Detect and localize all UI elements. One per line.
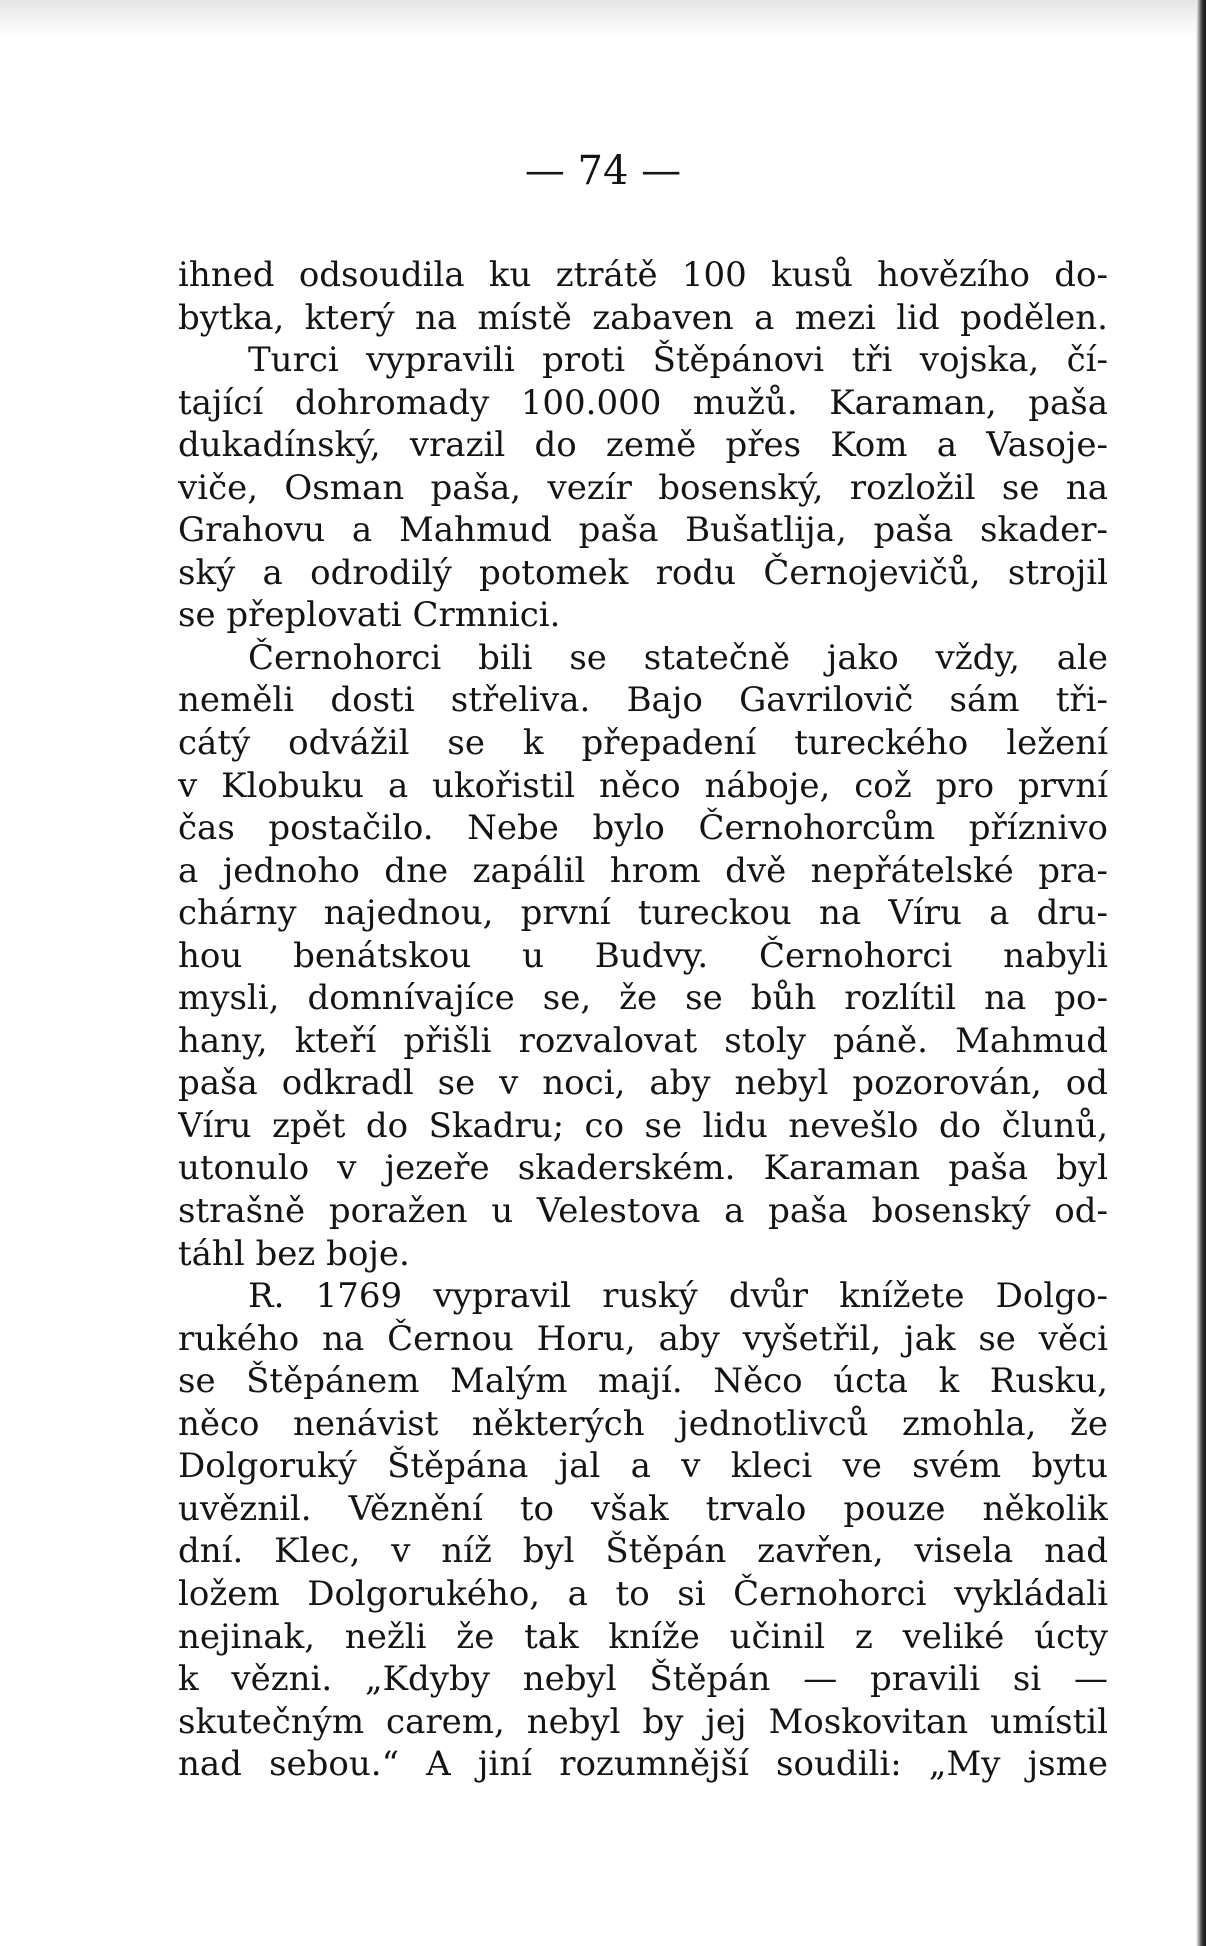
text-line: v Klobuku a ukořistil něco náboje, což pro první (178, 765, 1108, 806)
text-line: tající dohromady 100.000 mužů. Karaman, paša (178, 382, 1108, 423)
page-number: — 74 — (524, 148, 682, 194)
text-line: Víru zpět do Skadru; co se lidu nevešlo do člunů, (178, 1105, 1108, 1146)
text-line: Dolgoruký Štěpána jal a v kleci ve svém bytu (178, 1446, 1108, 1487)
text-line: nad sebou.“ A jiní rozumnější soudili: „My jsme (178, 1744, 1108, 1785)
body-text (178, 254, 1108, 1786)
text-line: se přeplovati Crmnici. (178, 595, 561, 636)
text-line: se Štěpánem Malým mají. Něco úcta k Rusku, (178, 1361, 1108, 1402)
text-line: dní. Klec, v níž byl Štěpán zavřen, visela nad (178, 1531, 1108, 1572)
text-line: strašně poražen u Velestova a paša bosenský od- (178, 1191, 1108, 1232)
text-line: neměli dosti střeliva. Bajo Gavrilovič sám tři- (178, 680, 1108, 721)
text-line: R. 1769 vypravil ruský dvůr knížete Dolgo- (248, 1276, 1108, 1317)
text-line: táhl bez boje. (178, 1233, 410, 1274)
text-line: ložem Dolgorukého, a to si Černohorci vykládali (178, 1573, 1108, 1614)
text-line: mysli, domnívajíce se, že se bůh rozlítil na po- (178, 978, 1108, 1019)
text-line: bytka, který na místě zabaven a mezi lid podělen. (178, 297, 1108, 338)
paper-scan-shading (0, 0, 1196, 40)
text-line: čas postačilo. Nebe bylo Černohorcům příznivo (178, 808, 1108, 849)
text-line: k vězni. „Kdyby nebyl Štěpán — pravili si — (178, 1659, 1108, 1700)
text-line: utonulo v jezeře skaderském. Karaman paša byl (178, 1148, 1108, 1189)
text-line: viče, Osman paša, vezír bosenský, rozložil se na (178, 467, 1108, 508)
text-line: skutečným carem, nebyl by jej Moskovitan umístil (178, 1701, 1108, 1742)
text-line: dukadínský, vrazil do země přes Kom a Vasoje- (178, 425, 1108, 466)
text-line: uvěznil. Věznění to však trvalo pouze několik (178, 1488, 1108, 1529)
text-line: ihned odsoudila ku ztrátě 100 kusů hovězího do- (178, 255, 1108, 295)
text-line: chárny najednou, první tureckou na Víru a dru- (178, 893, 1108, 934)
text-line: rukého na Černou Horu, aby vyšetřil, jak se věci (178, 1318, 1108, 1359)
text-line: a jednoho dne zapálil hrom dvě nepřátelské pra- (178, 850, 1108, 891)
text-line: hany, kteří přišli rozvalovat stoly páně. Mahmud (178, 1020, 1108, 1061)
text-line: hou benátskou u Budvy. Černohorci nabyli (178, 935, 1108, 976)
text-line: něco nenávist některých jednotlivců zmohla, že (178, 1403, 1108, 1444)
text-line: nejinak, nežli že tak kníže učinil z veliké úcty (178, 1616, 1108, 1657)
text-line: paša odkradl se v noci, aby nebyl pozorován, od (178, 1063, 1108, 1104)
text-line: Černohorci bili se statečně jako vždy, ale (248, 637, 1108, 678)
text-line: cátý odvážil se k přepadení tureckého ležení (178, 723, 1108, 764)
text-line: Grahovu a Mahmud paša Bušatlija, paša skader- (178, 510, 1108, 551)
text-line: ský a odrodilý potomek rodu Černojevičů, strojil (178, 552, 1108, 593)
page-edge-shadow (1196, 0, 1206, 1946)
text-line: Turci vypravili proti Štěpánovi tři vojska, čí- (248, 340, 1108, 381)
